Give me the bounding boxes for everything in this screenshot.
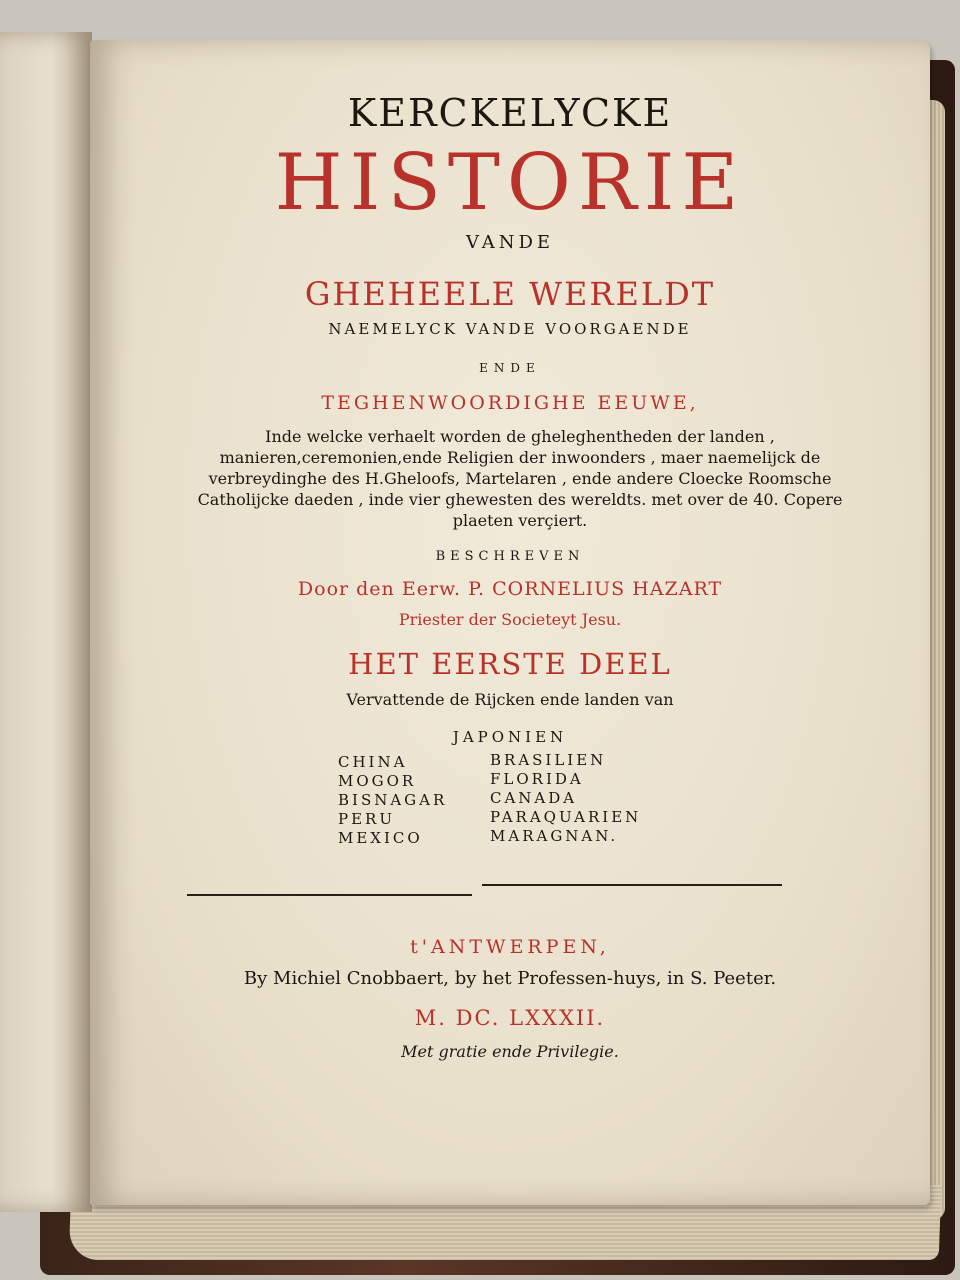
country-item: FLORIDA (490, 770, 584, 788)
country-item: BRASILIEN (490, 751, 607, 769)
title-page (90, 40, 930, 1205)
title-line-historie: HISTORIE (274, 138, 746, 228)
countries-left-column (338, 753, 447, 848)
title-line-teghenwoordighe: TEGHENWOORDIGHE EEUWE, (321, 392, 699, 414)
country-item: BISNAGAR (338, 791, 448, 809)
title-line-naemelyck: NAEMELYCK VANDE VOORGAENDE (328, 320, 692, 338)
country-item: MARAGNAN. (490, 827, 619, 845)
description-paragraph: Inde welcke verhaelt worden de gheleghentheden der landen , manieren,ceremonien,ende Religien der inwoonders , maer naemelijck de verbreydinghe des H.Gheloofs, Martelaren , ende andere Cloecke Roomsche Catholijcke daeden , inde vier ghewesten des wereldts. met over de 40. Copere plaeten verçiert. (197, 427, 843, 530)
author-role: Priester der Societeyt Jesu. (398, 610, 622, 629)
title-line-ende: ENDE (479, 361, 541, 375)
countries-right-column (490, 751, 641, 846)
imprint-printer: By Michiel Cnobbaert, by het Professen-huys, in S. Peeter. (243, 968, 777, 989)
divider-rule-left (187, 894, 472, 896)
country-item: MOGOR (338, 772, 417, 790)
countries-head: JAPONIEN (452, 728, 568, 746)
imprint-city: t'ANTWERPEN, (410, 936, 610, 958)
part-title: HET EERSTE DEEL (348, 647, 672, 681)
left-page (0, 32, 92, 1212)
imprint-year: M. DC. LXXXII. (414, 1006, 606, 1030)
part-description: Vervattende de Rijcken ende landen van (346, 690, 674, 709)
beschreven-label: BESCHREVEN (435, 549, 585, 564)
country-item: PARAQUARIEN (490, 808, 642, 826)
author-line: Door den Eerw. P. CORNELIUS HAZART (297, 578, 723, 600)
country-item: CHINA (338, 753, 408, 771)
title-line-vande: VANDE (465, 232, 555, 253)
country-item: MEXICO (338, 829, 423, 847)
title-line-gheheele-wereldt: GHEHEELE WERELDT (304, 275, 716, 313)
country-item: PERU (338, 810, 395, 828)
divider-rule-right (482, 884, 782, 886)
country-item: CANADA (490, 789, 578, 807)
title-line-kerckelycke: KERCKELYCKE (347, 91, 673, 135)
privilege-line: Met gratie ende Privilegie. (401, 1042, 619, 1061)
